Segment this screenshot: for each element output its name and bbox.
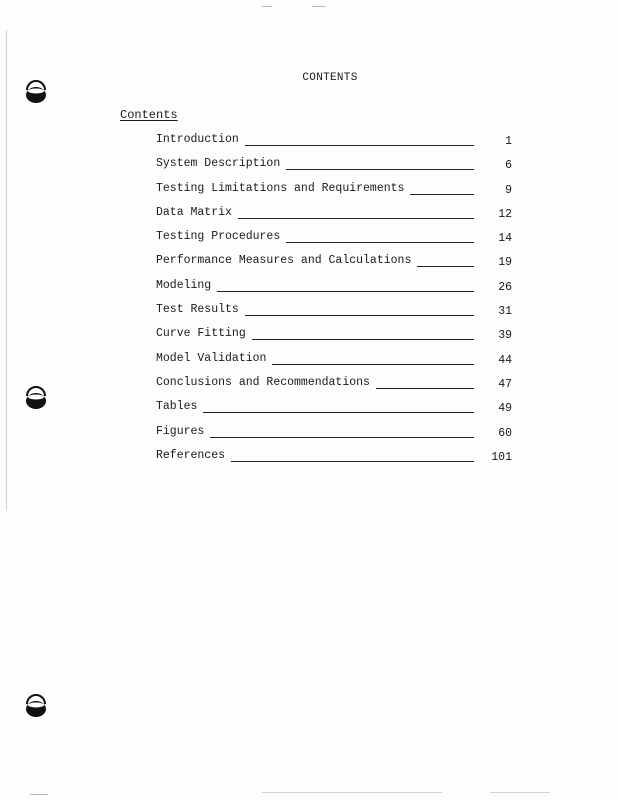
toc-entry-title: Performance Measures and Calculations (156, 254, 412, 268)
table-of-contents (156, 133, 516, 473)
toc-entry (156, 327, 516, 351)
page-heading: CONTENTS (302, 72, 358, 84)
toc-entry (156, 133, 516, 157)
toc-entry (156, 425, 516, 449)
toc-entry-title: Data Matrix (156, 205, 232, 219)
toc-entry-title: System Description (156, 157, 281, 171)
punch-hole-icon (24, 690, 48, 720)
toc-entry-title: Conclusions and Recommendations (156, 375, 370, 389)
toc-entry-title: References (156, 448, 226, 462)
toc-entry-title: Curve Fitting (156, 327, 246, 341)
toc-entry (156, 157, 516, 181)
toc-leader-line (217, 279, 474, 292)
toc-leader-line (417, 254, 474, 267)
toc-entry (156, 254, 516, 278)
toc-entry-title: Tables (156, 400, 198, 414)
toc-entry (156, 400, 516, 424)
toc-entry (156, 376, 516, 400)
toc-leader-line (203, 400, 474, 413)
toc-entry-page: 19 (498, 256, 512, 270)
contents-label: Contents (120, 108, 178, 122)
scan-speck (262, 792, 442, 793)
toc-entry-title: Test Results (156, 303, 239, 317)
toc-entry-page: 12 (498, 207, 512, 221)
toc-leader-line (245, 133, 474, 146)
toc-entry (156, 303, 516, 327)
toc-entry (156, 352, 516, 376)
toc-leader-line (231, 449, 474, 462)
toc-entry-title: Figures (156, 424, 205, 438)
toc-entry-page: 44 (498, 353, 512, 367)
toc-entry-title: Introduction (156, 133, 239, 146)
toc-entry-title: Modeling (156, 278, 212, 292)
toc-entry-page: 14 (498, 232, 512, 246)
toc-entry-page: 60 (498, 426, 512, 440)
punch-hole-icon (24, 382, 48, 412)
toc-entry-page: 47 (498, 377, 512, 391)
toc-entry-page: 6 (505, 159, 512, 173)
toc-entry-title: Model Validation (156, 351, 267, 365)
toc-entry-page: 26 (498, 280, 512, 294)
toc-entry (156, 449, 516, 473)
toc-entry-page: 1 (505, 135, 512, 148)
page-edge-line (6, 30, 7, 510)
toc-leader-line (286, 230, 474, 243)
toc-entry (156, 182, 516, 206)
toc-entry-page: 101 (491, 450, 512, 464)
toc-entry-title: Testing Limitations and Requirements (156, 181, 405, 195)
toc-leader-line (272, 352, 474, 365)
scan-speck (30, 794, 48, 795)
toc-leader-line (210, 425, 474, 438)
toc-entry (156, 206, 516, 230)
toc-entry-page: 9 (505, 183, 512, 197)
toc-leader-line (252, 327, 474, 340)
toc-leader-line (238, 206, 474, 219)
toc-entry (156, 230, 516, 254)
scan-speck (490, 792, 550, 793)
toc-entry-page: 49 (498, 402, 512, 416)
toc-leader-line (410, 182, 474, 195)
toc-entry-title: Testing Procedures (156, 230, 281, 244)
toc-leader-line (286, 157, 474, 170)
toc-entry-page: 31 (498, 305, 512, 319)
toc-leader-line (245, 303, 474, 316)
toc-entry-page: 39 (498, 329, 512, 343)
scan-speck (262, 6, 272, 7)
scan-speck (312, 6, 326, 7)
toc-leader-line (376, 376, 474, 389)
toc-entry (156, 279, 516, 303)
